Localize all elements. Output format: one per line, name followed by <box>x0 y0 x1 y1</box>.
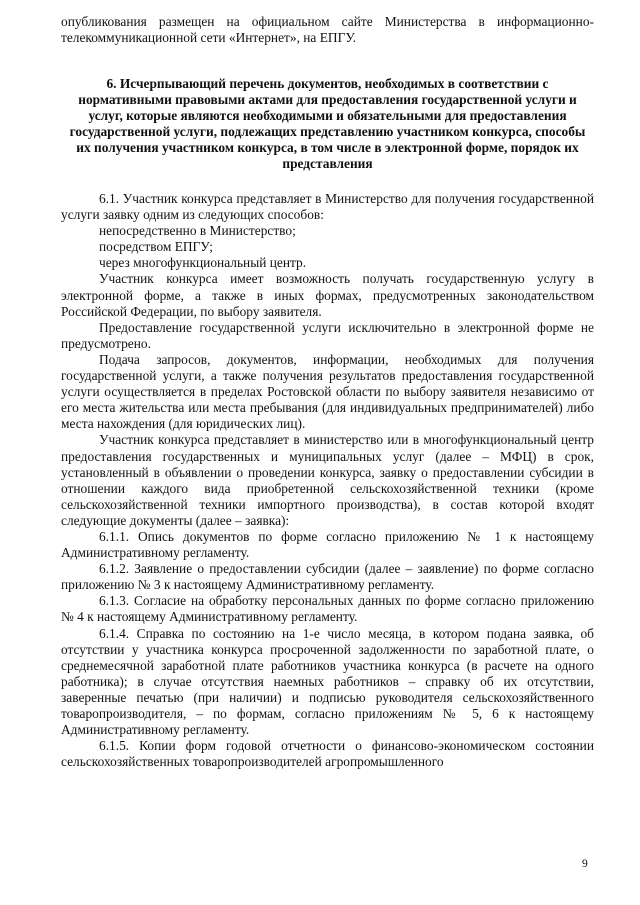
page-number: 9 <box>582 858 588 870</box>
section-heading: 6. Исчерпывающий перечень документов, необходимых в соответствии с нормативными правовыми актами для предоставления государственной услуги и услуг, которые являются необходимыми и обязательными для предоставления государственной услуги, подлежащих представлению участником конкурса, способы их получения участником конкурса, в том числе в электронной форме, порядок их представления <box>69 76 586 172</box>
paragraph-application-contents: Участник конкурса представляет в министерство или в многофункциональный центр предоставления государственных и муниципальных услуг (далее – МФЦ) в срок, установленный в объявлении о проведении конкурса, заявку о предоставлении субсидии в отношении каждого вида приобретенной сельскохозяйственной техники (кроме сельскохозяйственной техники импортного производства), в состав которой входят следующие документы (далее – заявка): <box>61 432 594 528</box>
list-item: непосредственно в Министерство; <box>99 223 296 239</box>
paragraph-6-1: 6.1. Участник конкурса представляет в Министерство для получения государственной услуги заявку одним из следующих способов: <box>61 191 594 223</box>
paragraph-exclusive-electronic: Предоставление государственной услуги исключительно в электронной форме не предусмотрено. <box>61 319 594 351</box>
paragraph-6-1-5: 6.1.5. Копии форм годовой отчетности о финансово-экономическом состоянии сельскохозяйственных товаропроизводителей агропромышленного <box>61 738 594 770</box>
paragraph-6-1-1: 6.1.1. Опись документов по форме согласно приложению № 1 к настоящему Административному регламенту. <box>61 528 594 561</box>
paragraph-6-1-3: 6.1.3. Согласие на обработку персональных данных по форме согласно приложению № 4 к настоящему Административному регламенту. <box>61 593 594 625</box>
paragraph-electronic-form: Участник конкурса имеет возможность получать государственную услугу в электронной форме, а также в иных формах, предусмотренных законодательством Российской Федерации, по выбору заявителя. <box>61 271 594 319</box>
section-body <box>61 191 594 770</box>
list-item: через многофункциональный центр. <box>99 255 307 271</box>
intro-paragraph: опубликования размещен на официальном сайте Министерства в информационно-телекоммуникационной сети «Интернет», на ЕПГУ. <box>61 14 594 46</box>
paragraph-submission-territory: Подача запросов, документов, информации, необходимых для получения государственной услуги, а также получения результатов предоставления государственной услуги осуществляется в пределах Ростовской области по выбору заявителя независимо от его места жительства или места пребывания (для индивидуальных предпринимателей) либо места нахождения (для юридических лиц). <box>61 351 594 432</box>
list-item: посредством ЕПГУ; <box>99 239 213 255</box>
paragraph-6-1-2: 6.1.2. Заявление о предоставлении субсидии (далее – заявление) по форме согласно приложению № 3 к настоящему Административному регламенту. <box>61 561 594 593</box>
paragraph-6-1-4: 6.1.4. Справка по состоянию на 1-е число месяца, в котором подана заявка, об отсутствии у участника конкурса просроченной задолженности по заработной плате, о среднемесячной заработной плате работников участника конкурса (в расчете на одного работника); в случае отсутствия наемных работников – справку об их отсутствии, заверенные печатью (при наличии) и подписью руководителя сельскохозяйственного товаропроизводителя, – по формам, согласно приложениям № 5, 6 к настоящему Административному регламенту. <box>61 625 594 738</box>
